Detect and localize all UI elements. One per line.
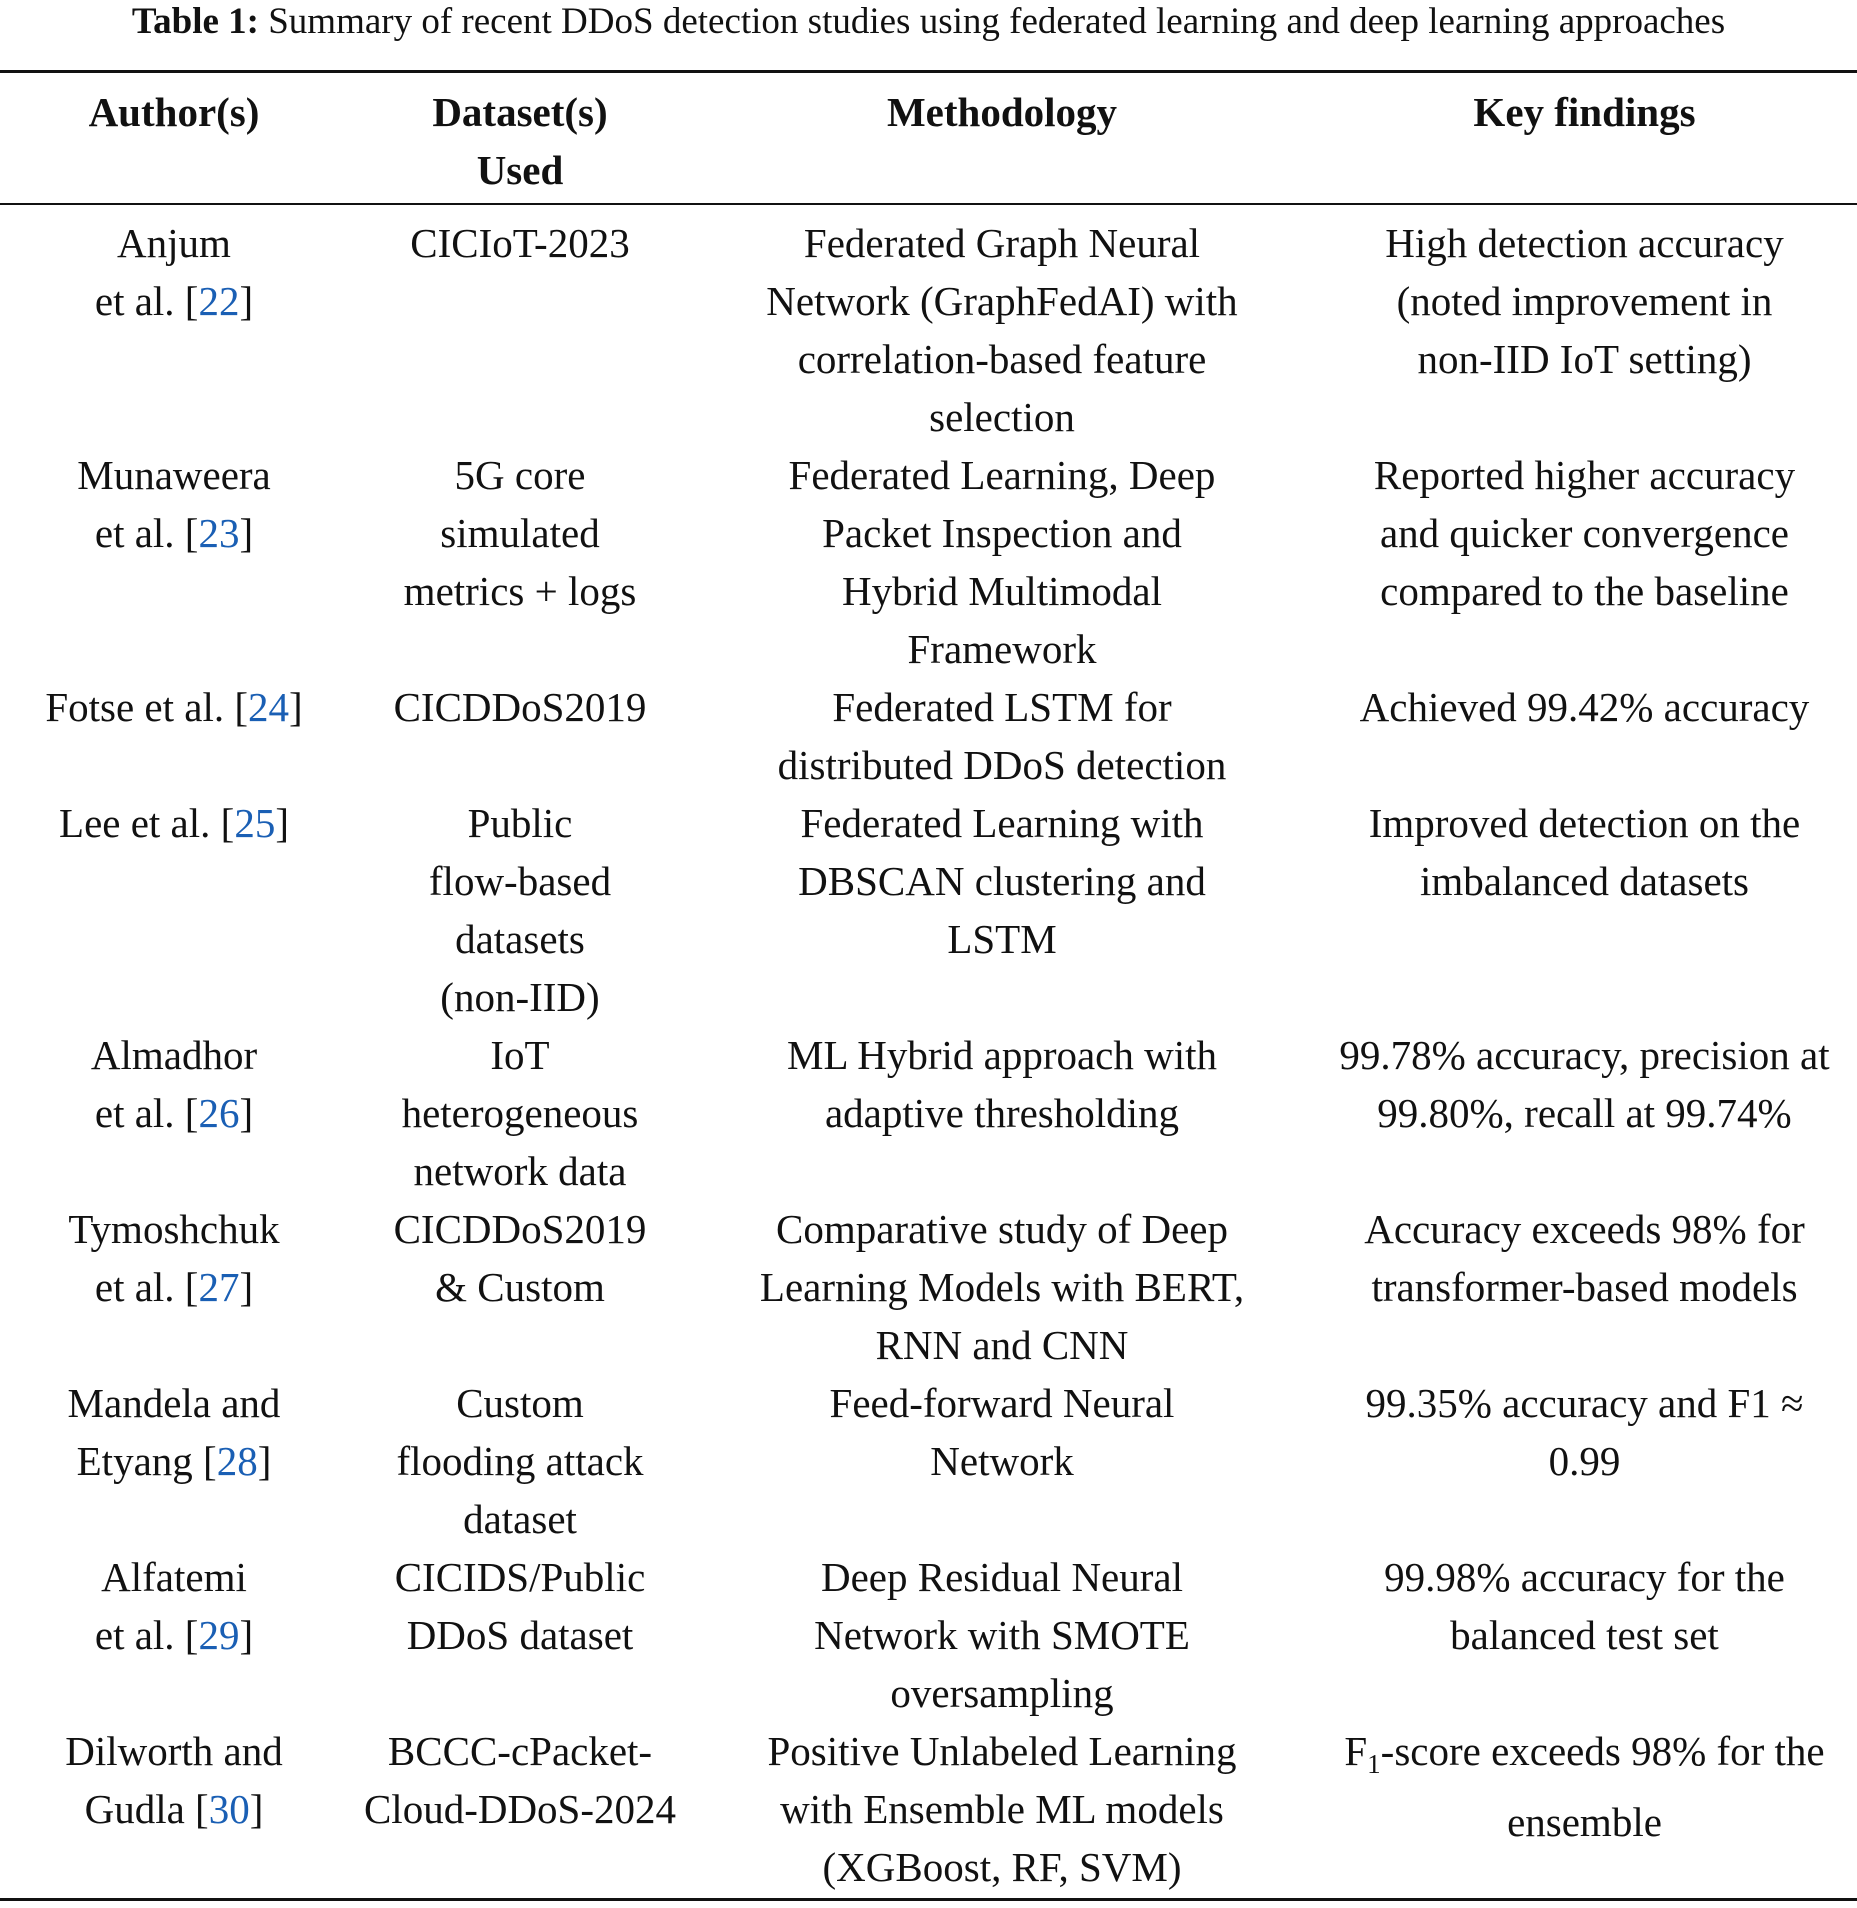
citation-link[interactable]: 24 bbox=[248, 684, 290, 730]
findings-text: -score exceeds 98% for the ensemble bbox=[1380, 1728, 1825, 1845]
table-row bbox=[0, 446, 1857, 678]
citation-link[interactable]: 22 bbox=[198, 278, 240, 324]
table-row bbox=[0, 199, 1857, 446]
header-methodology: Methodology bbox=[886, 89, 1118, 135]
author-close: ] bbox=[275, 800, 289, 846]
header-findings: Key findings bbox=[1473, 89, 1696, 135]
author-name: Tymoshchuk et al. [ bbox=[68, 1206, 280, 1310]
dataset-cell: IoT heterogeneous network data bbox=[401, 1032, 639, 1194]
bottom-rule bbox=[0, 1898, 1857, 1901]
author-name: Dilworth and Gudla [ bbox=[65, 1728, 283, 1832]
methodology-cell: Feed-forward Neural Network bbox=[829, 1380, 1175, 1484]
methodology-cell: Federated Learning with DBSCAN clustering and LSTM bbox=[798, 800, 1206, 962]
f-subscript: 1 bbox=[1367, 1749, 1381, 1779]
author-cell bbox=[0, 1026, 348, 1200]
author-close: ] bbox=[289, 684, 303, 730]
citation-link[interactable]: 28 bbox=[216, 1438, 258, 1484]
findings-cell: 99.98% accuracy for the balanced test set bbox=[1384, 1554, 1785, 1658]
citation-link[interactable]: 30 bbox=[208, 1786, 250, 1832]
author-cell bbox=[0, 678, 348, 794]
author-name: Fotse et al. [ bbox=[45, 684, 249, 730]
findings-cell bbox=[1312, 1722, 1857, 1896]
methodology-cell: Federated Learning, Deep Packet Inspection and Hybrid Multimodal Framework bbox=[788, 452, 1216, 672]
author-name: Anjum et al. [ bbox=[94, 220, 231, 324]
dataset-cell: CICIDS/Public DDoS dataset bbox=[394, 1554, 646, 1658]
methodology-cell: Federated Graph Neural Network (GraphFedAI) with correlation-based feature selection bbox=[766, 220, 1238, 440]
findings-cell: Achieved 99.42% accuracy bbox=[1359, 684, 1810, 730]
dataset-cell: Public flow-based datasets (non-IID) bbox=[428, 800, 612, 1020]
findings-cell: 99.78% accuracy, precision at 99.80%, recall at 99.74% bbox=[1339, 1032, 1830, 1136]
dataset-cell: 5G core simulated metrics + logs bbox=[403, 452, 637, 614]
header-row bbox=[0, 0, 1857, 199]
findings-cell: Improved detection on the imbalanced datasets bbox=[1368, 800, 1801, 904]
author-close: ] bbox=[239, 1090, 254, 1136]
citation-link[interactable]: 26 bbox=[198, 1090, 240, 1136]
author-name: Alfatemi et al. [ bbox=[94, 1554, 247, 1658]
citation-link[interactable]: 23 bbox=[198, 510, 240, 556]
caption-text: Summary of recent DDoS detection studies using federated learning and deep learning approaches bbox=[268, 1, 1726, 42]
author-close: ] bbox=[239, 1612, 254, 1658]
table-row bbox=[0, 1200, 1857, 1374]
author-cell bbox=[0, 1200, 348, 1374]
methodology-cell: Comparative study of Deep Learning Models with BERT, RNN and CNN bbox=[759, 1206, 1245, 1368]
dataset-cell: CICDDoS2019 & Custom bbox=[393, 1206, 647, 1310]
author-cell bbox=[0, 1548, 348, 1722]
author-name: Munaweera et al. [ bbox=[77, 452, 271, 556]
author-close: ] bbox=[239, 510, 254, 556]
methodology-cell: ML Hybrid approach with adaptive thresholding bbox=[786, 1032, 1218, 1136]
citation-link[interactable]: 25 bbox=[234, 800, 276, 846]
caption-label: Table 1: bbox=[131, 1, 259, 42]
f-symbol: F bbox=[1344, 1728, 1368, 1774]
author-name: Almadhor et al. [ bbox=[90, 1032, 258, 1136]
citation-link[interactable]: 29 bbox=[198, 1612, 240, 1658]
author-close: ] bbox=[257, 1438, 272, 1484]
dataset-cell: BCCC-cPacket- Cloud-DDoS-2024 bbox=[363, 1728, 677, 1832]
author-cell bbox=[0, 794, 348, 1026]
author-close: ] bbox=[239, 278, 254, 324]
dataset-cell: Custom flooding attack dataset bbox=[396, 1380, 644, 1542]
author-cell bbox=[0, 1722, 348, 1896]
methodology-cell: Positive Unlabeled Learning with Ensemble ML models (XGBoost, RF, SVM) bbox=[767, 1728, 1237, 1890]
dataset-cell: CICDDoS2019 bbox=[393, 684, 647, 730]
findings-cell: High detection accuracy (noted improvement in non-IID IoT setting) bbox=[1385, 220, 1784, 382]
header-author: Author(s) bbox=[88, 89, 260, 135]
author-cell bbox=[0, 1374, 348, 1548]
table-row bbox=[0, 1548, 1857, 1722]
citation-link[interactable]: 27 bbox=[198, 1264, 240, 1310]
author-close: ] bbox=[239, 1264, 254, 1310]
author-close: ] bbox=[249, 1786, 264, 1832]
dataset-cell: CICIoT-2023 bbox=[410, 220, 630, 266]
author-name: Mandela and Etyang [ bbox=[67, 1380, 281, 1484]
author-name: Lee et al. [ bbox=[59, 800, 235, 846]
table-row bbox=[0, 794, 1857, 1026]
findings-cell: Accuracy exceeds 98% for transformer-based models bbox=[1364, 1206, 1805, 1310]
table-row bbox=[0, 1722, 1857, 1896]
author-cell bbox=[0, 199, 348, 446]
findings-cell: 99.35% accuracy and F1 ≈ 0.99 bbox=[1365, 1380, 1804, 1484]
header-dataset: Dataset(s) Used bbox=[432, 89, 608, 193]
methodology-cell: Deep Residual Neural Network with SMOTE oversampling bbox=[814, 1554, 1190, 1716]
methodology-cell: Federated LSTM for distributed DDoS detection bbox=[777, 684, 1227, 788]
author-cell bbox=[0, 446, 348, 678]
table-row bbox=[0, 1026, 1857, 1200]
findings-cell: Reported higher accuracy and quicker convergence compared to the baseline bbox=[1373, 452, 1796, 614]
table-row bbox=[0, 1374, 1857, 1548]
table-row bbox=[0, 678, 1857, 794]
